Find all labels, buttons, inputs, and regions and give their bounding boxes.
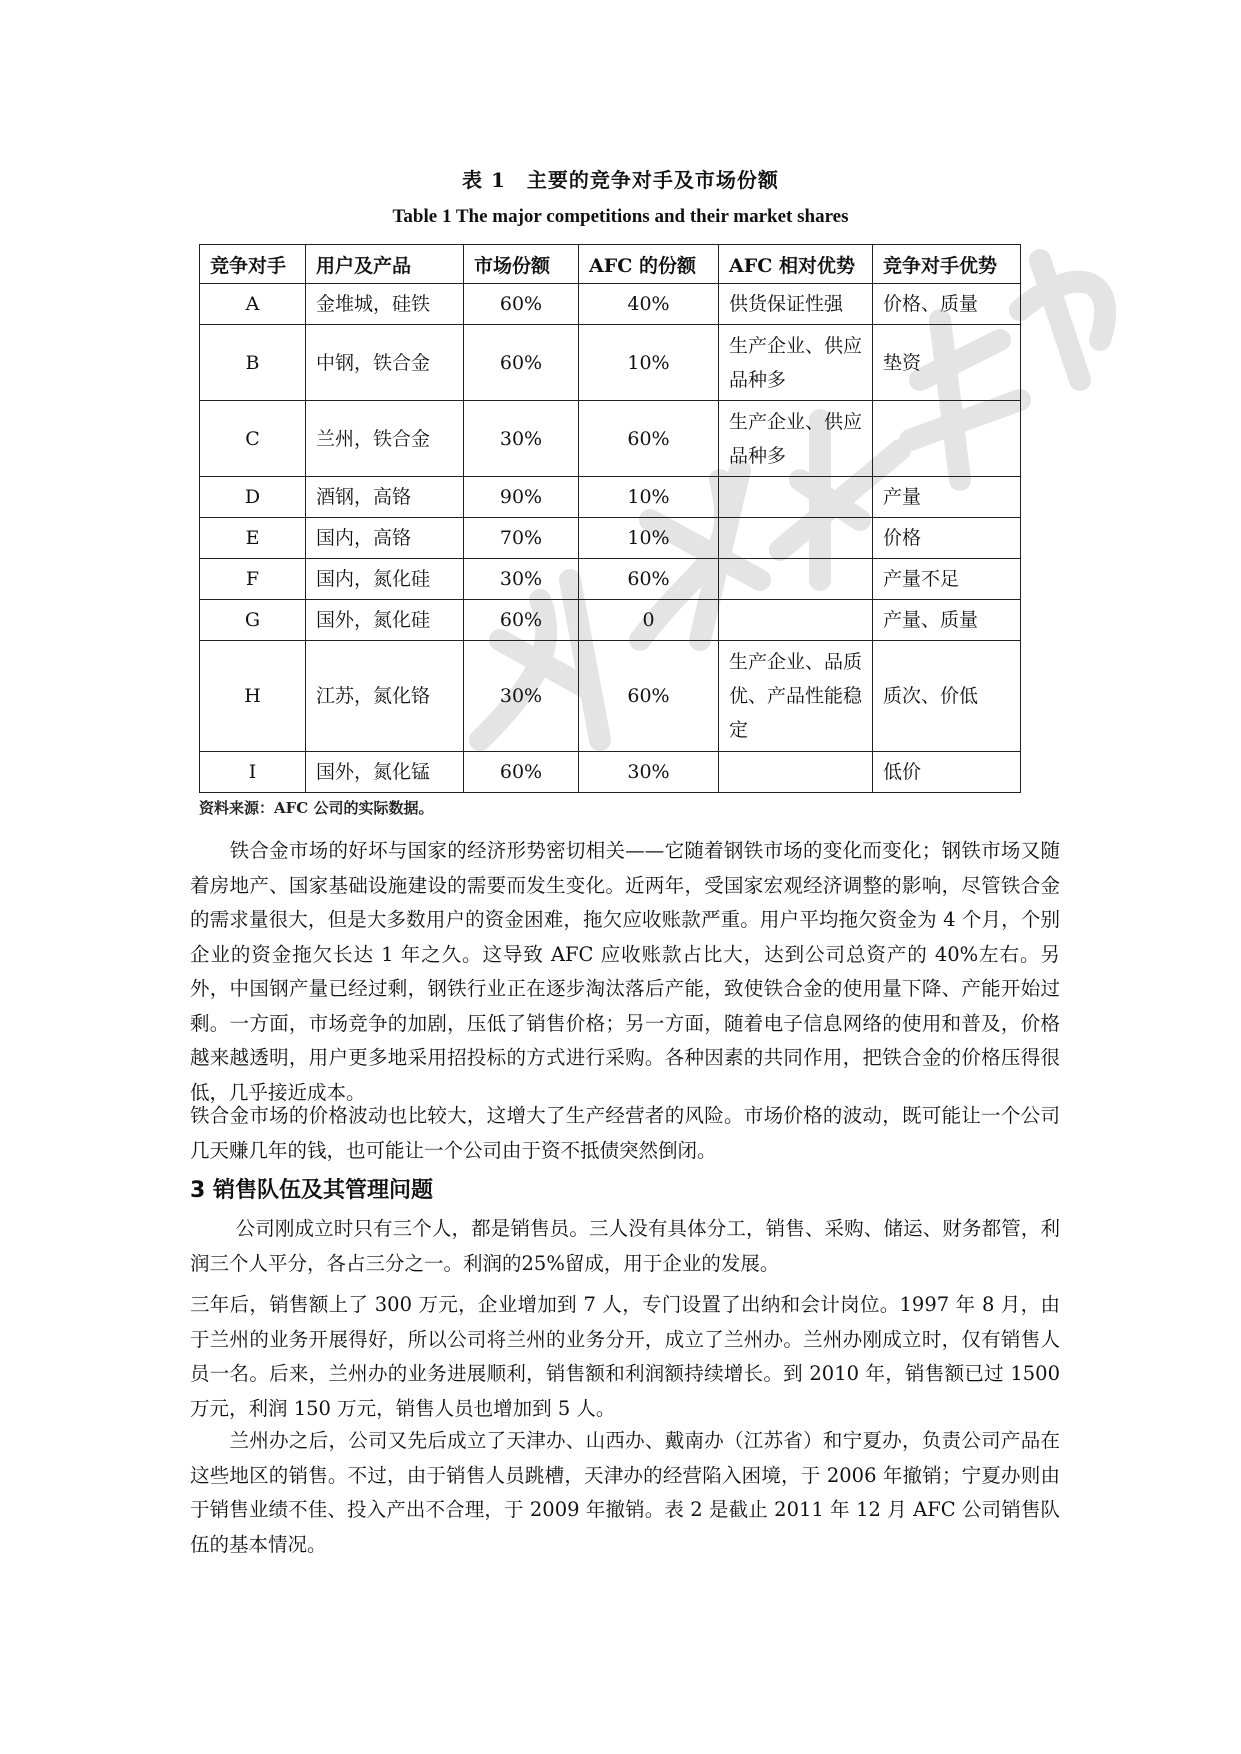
paragraph-market: 铁合金市场的好坏与国家的经济形势密切相关——它随着钢铁市场的变化而变化；钢铁市场又随着房地产、国家基础设施建设的需要而发生变化。近两年，受国家宏观经济调整的影响，尽管铁合金的需求量很大，但是大多数用户的资金困难，拖欠应收账款严重。用户平均拖欠资金为 4 个月，个别企业的资金拖欠长达 1 年之久。这导致 AFC 应收账款占比大，达到公司总资产的 40%左右。另外，中国钢产量已经过剩，钢铁行业正在逐步淘汰落后产能，致使铁合金的使用量下降、产能开始过剩。一方面，市场竞争的加剧，压低了销售价格；另一方面，随着电子信息网络的使用和普及，价格越来越透明，用户更多地采用招投标的方式进行采购。各种因素的共同作用，把铁合金的价格压得很低，几乎接近成本。 — [190, 839, 1060, 1104]
cell-competitor: B — [200, 325, 306, 401]
cell-competitor-advantage: 产量不足 — [873, 559, 1021, 600]
cell-afc-advantage — [719, 559, 873, 600]
table-row — [200, 559, 1021, 600]
table-row — [200, 325, 1021, 401]
cell-competitor-advantage: 垫资 — [873, 325, 1021, 401]
cell-competitor-advantage: 价格、质量 — [873, 284, 1021, 325]
cell-afc-advantage: 生产企业、品质优、产品性能稳定 — [719, 641, 873, 752]
cell-afc-advantage: 生产企业、供应品种多 — [719, 325, 873, 401]
paragraph-lanzhou: 三年后，销售额上了 300 万元，企业增加到 7 人，专门设置了出纳和会计岗位。1997 年 8 月，由于兰州的业务开展得好，所以公司将兰州的业务分开，成立了兰州办。兰州办刚成立时，仅有销售人员一名。后来，兰州办的业务进展顺利，销售额和利润额持续增长。到 2010 年，销售额已过 1500 万元，利润 150 万元，销售人员也增加到 5 人。 — [190, 1293, 1060, 1420]
header-product: 用户及产品 — [306, 245, 464, 284]
cell-afc-advantage — [719, 518, 873, 559]
cell-market-share: 60% — [464, 600, 579, 641]
cell-product: 酒钢，高铬 — [306, 477, 464, 518]
table-row — [200, 518, 1021, 559]
cell-market-share: 60% — [464, 325, 579, 401]
cell-afc-share: 10% — [579, 518, 719, 559]
header-afc-advantage: AFC 相对优势 — [719, 245, 873, 284]
cell-product: 国外，氮化锰 — [306, 752, 464, 793]
table-row — [200, 401, 1021, 477]
header-afc-share: AFC 的份额 — [579, 245, 719, 284]
table-source-note: 资料来源：AFC 公司的实际数据。 — [199, 799, 434, 817]
cell-afc-share: 10% — [579, 325, 719, 401]
table-row — [200, 641, 1021, 752]
cell-competitor: H — [200, 641, 306, 752]
cell-afc-advantage: 供货保证性强 — [719, 284, 873, 325]
cell-afc-share: 10% — [579, 477, 719, 518]
cell-market-share: 70% — [464, 518, 579, 559]
cell-competitor-advantage: 产量 — [873, 477, 1021, 518]
cell-afc-share: 0 — [579, 600, 719, 641]
cell-afc-share: 40% — [579, 284, 719, 325]
cell-afc-share: 60% — [579, 641, 719, 752]
cell-afc-advantage — [719, 752, 873, 793]
cell-product: 江苏，氮化铬 — [306, 641, 464, 752]
cell-competitor: E — [200, 518, 306, 559]
header-competitor-advantage: 竞争对手优势 — [873, 245, 1021, 284]
cell-product: 国内，氮化硅 — [306, 559, 464, 600]
cell-competitor: D — [200, 477, 306, 518]
table-row — [200, 752, 1021, 793]
table-header-row — [200, 245, 1021, 284]
table-title-cn: 表 1 主要的竞争对手及市场份额 — [462, 168, 779, 192]
cell-market-share: 60% — [464, 284, 579, 325]
cell-competitor-advantage — [873, 401, 1021, 477]
cell-product: 国内，高铬 — [306, 518, 464, 559]
cell-product: 金堆城，硅铁 — [306, 284, 464, 325]
paragraph-founding: 公司刚成立时只有三个人，都是销售员。三人没有具体分工，销售、采购、储运、财务都管，利润三个人平分，各占三分之一。利润的25%留成，用于企业的发展。 — [190, 1217, 1060, 1275]
cell-afc-share: 30% — [579, 752, 719, 793]
cell-product: 兰州，铁合金 — [306, 401, 464, 477]
cell-competitor: G — [200, 600, 306, 641]
cell-competitor: A — [200, 284, 306, 325]
cell-market-share: 90% — [464, 477, 579, 518]
header-market-share: 市场份额 — [464, 245, 579, 284]
cell-competitor-advantage: 低价 — [873, 752, 1021, 793]
cell-product: 中钢，铁合金 — [306, 325, 464, 401]
section-heading: 3 销售队伍及其管理问题 — [190, 1178, 433, 1203]
table-row — [200, 284, 1021, 325]
paragraph-price-volatility: 铁合金市场的价格波动也比较大，这增大了生产经营者的风险。市场价格的波动，既可能让一个公司几天赚几年的钱，也可能让一个公司由于资不抵债突然倒闭。 — [190, 1104, 1060, 1162]
cell-competitor: I — [200, 752, 306, 793]
table-row — [200, 477, 1021, 518]
cell-competitor: F — [200, 559, 306, 600]
cell-afc-advantage: 生产企业、供应品种多 — [719, 401, 873, 477]
paragraph-offices: 兰州办之后，公司又先后成立了天津办、山西办、戴南办（江苏省）和宁夏办，负责公司产品在这些地区的销售。不过，由于销售人员跳槽，天津办的经营陷入困境，于 2006 年撤销；宁夏办则由于销售业绩不佳、投入产出不合理，于 2009 年撤销。表 2 是截止 2011 年 12 月 AFC 公司销售队伍的基本情况。 — [190, 1429, 1060, 1556]
cell-market-share: 30% — [464, 559, 579, 600]
cell-afc-share: 60% — [579, 401, 719, 477]
header-competitor: 竞争对手 — [200, 245, 306, 284]
cell-competitor-advantage: 价格 — [873, 518, 1021, 559]
cell-competitor: C — [200, 401, 306, 477]
cell-competitor-advantage: 质次、价低 — [873, 641, 1021, 752]
cell-market-share: 30% — [464, 641, 579, 752]
table-row — [200, 600, 1021, 641]
cell-product: 国外，氮化硅 — [306, 600, 464, 641]
cell-competitor-advantage: 产量、质量 — [873, 600, 1021, 641]
cell-afc-advantage — [719, 477, 873, 518]
cell-market-share: 60% — [464, 752, 579, 793]
competitors-table — [199, 244, 1021, 793]
cell-market-share: 30% — [464, 401, 579, 477]
cell-afc-share: 60% — [579, 559, 719, 600]
table-title-en: Table 1 The major competitions and their market shares — [392, 206, 849, 227]
cell-afc-advantage — [719, 600, 873, 641]
